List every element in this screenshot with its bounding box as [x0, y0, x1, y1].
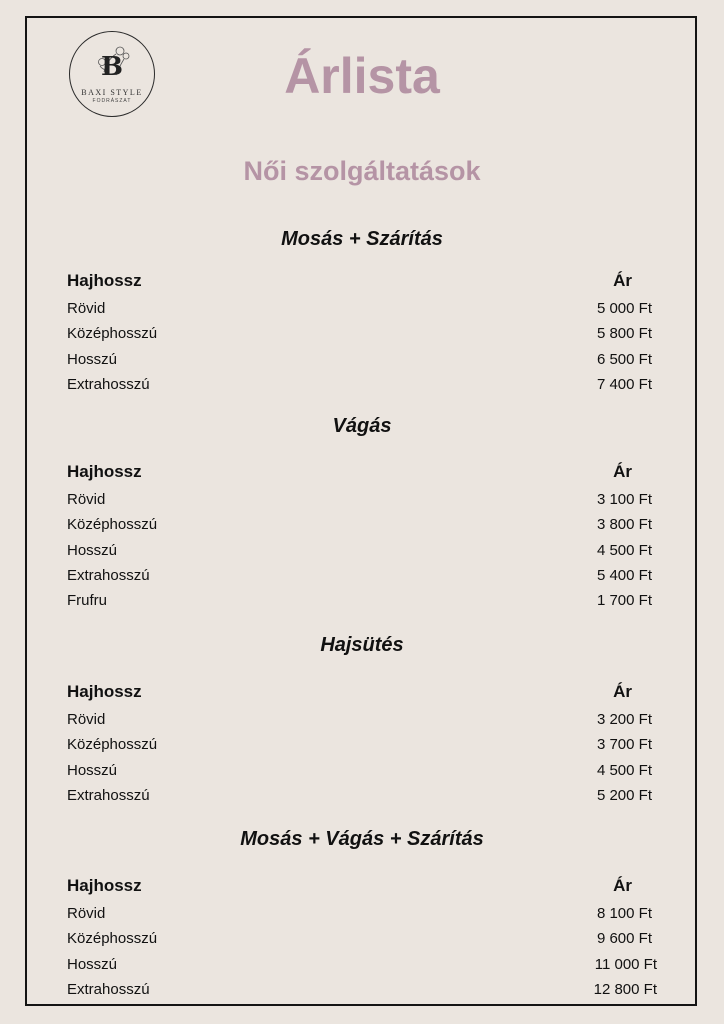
row-price: 1 700 Ft	[596, 592, 652, 610]
price-row	[0, 977, 724, 1002]
row-label: Középhosszú	[67, 516, 158, 534]
row-price: 11 000 Ft	[594, 955, 657, 973]
section-title: Mosás + Vágás + Szárítás	[240, 828, 484, 850]
row-label: Extrahosszú	[67, 566, 150, 584]
header-price: Ár	[613, 271, 632, 290]
row-price: 3 200 Ft	[596, 711, 652, 728]
row-price: 5 000 Ft	[596, 300, 652, 317]
header-length: Hajhossz	[67, 876, 142, 895]
price-row	[0, 372, 724, 397]
price-section	[0, 224, 724, 397]
row-price: 3 700 Ft	[596, 736, 652, 754]
row-price: 5 800 Ft	[596, 325, 652, 343]
price-section	[0, 824, 724, 1002]
header-price: Ár	[613, 462, 632, 481]
price-row	[0, 926, 724, 951]
price-row	[0, 952, 724, 977]
column-header	[0, 871, 724, 901]
column-header	[0, 266, 724, 296]
row-label: Rövid	[67, 491, 106, 508]
row-price: 5 400 Ft	[596, 566, 652, 584]
header-length: Hajhossz	[67, 462, 142, 481]
price-row	[0, 347, 724, 372]
row-label: Rövid	[67, 300, 106, 317]
row-label: Rövid	[67, 711, 106, 728]
row-label: Extrahosszú	[67, 980, 150, 998]
price-row	[0, 321, 724, 346]
header-price: Ár	[613, 682, 632, 701]
section-title: Mosás + Szárítás	[281, 228, 443, 250]
page-title: Árlista	[284, 48, 440, 104]
row-label: Rövid	[67, 905, 106, 922]
header-length: Hajhossz	[67, 271, 142, 290]
price-section	[0, 630, 724, 808]
row-price: 12 800 Ft	[593, 980, 657, 998]
logo-name: BAXI STYLE	[81, 88, 143, 97]
row-label: Középhosszú	[67, 930, 158, 948]
row-label: Hosszú	[67, 761, 118, 779]
column-header	[0, 677, 724, 707]
row-label: Frufru	[67, 592, 108, 610]
price-row	[0, 732, 724, 757]
row-price: 7 400 Ft	[596, 375, 652, 393]
row-price: 4 500 Ft	[596, 541, 652, 559]
header-price: Ár	[613, 876, 632, 895]
row-label: Hosszú	[67, 350, 118, 368]
price-row	[0, 512, 724, 537]
row-price: 8 100 Ft	[596, 905, 652, 922]
row-price: 4 500 Ft	[596, 761, 652, 779]
page-subtitle: Női szolgáltatások	[243, 156, 481, 186]
row-label: Középhosszú	[67, 325, 158, 343]
row-label: Extrahosszú	[67, 786, 150, 804]
price-row	[0, 758, 724, 783]
price-section	[0, 411, 724, 613]
row-price: 6 500 Ft	[596, 350, 652, 368]
row-label: Extrahosszú	[67, 375, 150, 393]
column-header	[0, 457, 724, 487]
section-title: Hajsütés	[320, 634, 404, 656]
price-row	[0, 296, 724, 321]
price-row	[0, 783, 724, 808]
price-row	[0, 901, 724, 926]
price-row	[0, 563, 724, 588]
logo-subtitle: FODRÁSZAT	[92, 98, 132, 104]
row-price: 9 600 Ft	[596, 930, 652, 948]
price-row	[0, 588, 724, 613]
header-length: Hajhossz	[67, 682, 142, 701]
row-label: Hosszú	[67, 541, 118, 559]
row-price: 5 200 Ft	[596, 786, 652, 804]
logo-letter: B	[101, 52, 123, 82]
price-row	[0, 538, 724, 563]
price-row	[0, 707, 724, 732]
price-row	[0, 487, 724, 512]
section-title: Vágás	[332, 415, 392, 437]
row-price: 3 100 Ft	[596, 491, 652, 508]
row-label: Hosszú	[67, 955, 118, 973]
row-price: 3 800 Ft	[596, 516, 652, 534]
row-label: Középhosszú	[67, 736, 158, 754]
